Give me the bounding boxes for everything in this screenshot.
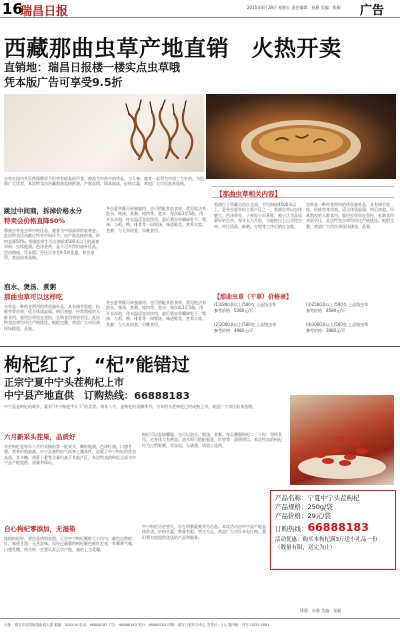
soup-illustration <box>206 94 396 179</box>
page-number: 16 <box>2 0 23 18</box>
price-table-title: 【那曲虫草（干草）价格表】 <box>214 294 293 301</box>
section-tag: 广告 <box>360 3 385 17</box>
goji-offer: 活动优惠：购买本枸杞满3斤送小礼品一份 <box>275 537 378 543</box>
cordyceps-photo <box>4 94 204 172</box>
price-item-4-value: 参考价格：3980元/斤 <box>306 328 346 333</box>
sidebar-text-right: 虫草是一种药食两用的珍贵滋补品，具有调节免疫、抗疲劳等功效，适合体质虚弱、病后初愈、经常熬夜的人群食用。服用虫草贵在坚持，长期食用效果更佳。此次特卖虫草均经过严格挑选，根根完整，欢迎广大市民到现场挑选、品鉴。 <box>306 202 394 229</box>
sidebar-header-text: 【那曲虫草相关内容】 <box>216 190 281 198</box>
footer-text: 社址：瑞安市安阳街道新城大道 邮编：325200 电话：66888183 广告：66888183 发行：66888183 印刷：瑞安日报印务中心 零售价：1元 国内统一刊号 CN33-0081 <box>4 623 270 627</box>
footer <box>0 618 400 632</box>
designer-credit: 排版：孙静 美编：张颖 <box>300 608 342 613</box>
headline-cordyceps: 西藏那曲虫草产地直销 火热开卖 <box>4 37 342 62</box>
goji-price: 产品价格：29元/袋 <box>275 512 331 520</box>
subhead-goji-hotline: 中宁县产地直供 订购热线：66888183 <box>4 391 190 402</box>
subhead-location: 直销地：瑞昌日报楼一楼实点虫草哦 <box>4 61 180 74</box>
feature2-intro: 中宁县是枸杞的故乡，素有“中宁枸杞甲天下”的美誉。每年八月，是枸杞的采摘季节，今年的头茬枸杞已经成熟上市，欢迎广大市民前来选购。 <box>4 404 257 409</box>
section-title-price: 跳过中间商，拆掉价格水分 <box>4 207 82 215</box>
sidebar-text-left: 那曲位于西藏自治区北部，平均海拔4500米以上，是冬虫夏草的主要产区之一。那曲虫草以虫体肥大、色泽黄亮、子座短小而著称，被公认为品质最好的虫草。每年五六月间，当地牧民上山采挖虫草，经过清洗、晾晒、分级等工序后销往各地。 <box>214 202 302 229</box>
section-subtitle-price: 特卖会价格直降50% <box>4 217 66 225</box>
feature1-column-1: 那曲虫草是虫草中的佳品，被誉为中国高原的软黄金。此次特卖活动跳过所有中间环节，由产地直接供货，价格直降50%。那曲虫草生长在海拔4500米以上的高寒草甸，虫体饱满，色泽金黄，是不可多得的滋补佳品。活动期间，凭本版广告还可享受9.5折优惠，机会难得，欢迎前来选购。 <box>4 228 100 261</box>
feature2-column-1: 头茬枸杞是每年六月份采摘的第一批果实，颗粒饱满，色泽红润，口感甘甜，营养价值最高。中宁县独特的气候和土壤条件，造就了中宁枸杞的优良品质，其多糖、胡萝卜素等含量均高于其他产区。本次特卖的枸杞全部为中宁县产地直供，质量有保证。 <box>4 444 136 465</box>
cordyceps-illustration <box>4 94 204 172</box>
goji-product-name: 产品名称：宁夏中宁头茬枸杞 <box>275 494 360 502</box>
issue-info: 2015年8月28日 星期五 责任编辑：孙静 美编：张颖 <box>247 5 341 10</box>
goji-hotline-row <box>275 521 391 536</box>
feature1-intro: 虫草在国内外医药保健界不但享有极高的声誉，被视为中药中的珍品，与人参、鹿茸一起列为中国三大补药。为回馈广大读者，本次特卖由西藏那曲直接供货，产地直销，保真保质，价格实惠，欢迎广大市民前来选购。 <box>4 176 204 186</box>
goji-illustration <box>290 395 394 485</box>
headline-goji: 枸杞红了，“杞”能错过 <box>4 355 190 376</box>
goji-info-card <box>270 490 396 570</box>
goji-hotline-label: 订购热线： <box>275 525 308 533</box>
masthead <box>0 0 400 18</box>
feature2-column-3: 选购枸杞时，要注意辨别真假。正宗中宁枸杞颗粒大小均匀，颜色自然暗红，味道甘甜，无苦涩味。而经过硫熏的枸杞颜色鲜红发亮，有刺鼻气味，口感发酸。购买时一定要认准正宗产地，谨防上当受骗。 <box>4 536 136 552</box>
sidebar-header <box>212 186 394 198</box>
price-item-3-value: 参考价格：4580元/斤 <box>306 308 346 313</box>
price-item-2-value: 参考价格：4980元/斤 <box>214 328 254 333</box>
goji-offer-note: （数量有限，送完为止） <box>275 545 336 551</box>
goji-photo <box>290 395 394 485</box>
feature1-column-3: 虫草是一种药食两用的珍贵滋补品，具有调节免疫、抗疲劳等功效，适合体质虚弱、病后初愈、经常熬夜的人群食用。服用虫草贵在坚持，长期食用效果更佳。此次特卖虫草均经过严格挑选，根根完整，欢迎广大市民到现场挑选、品鉴。 <box>4 304 100 331</box>
section-title-goji-quality: 六月新采头茬果，品质好 <box>4 433 76 441</box>
price-item-1: (1)1800条以上/500克 上品级虫草 <box>214 302 277 307</box>
section-subtitle-usage: 那曲虫草可以这样吃 <box>4 293 63 301</box>
feature2-column-4: 中宁枸杞历史悠久，早在明朝就被列为贡品。本次活动由中宁县产地直接供货，价格实惠，数量有限，售完为止。欢迎广大市民来电订购，我们将为您提供优质的产品和服务。 <box>142 524 266 540</box>
cordyceps-soup-photo <box>206 94 396 179</box>
goji-spec: 产品规格：250g/袋 <box>275 503 333 511</box>
section-divider <box>0 346 400 347</box>
feature1-column-2: 冬虫夏草既可单独服用，也可搭配其他食材，常见吃法有泡水、煲汤、煮粥、炖肉等。泡水：每次取3至5根，用开水冲泡，待水温适宜时饮用，最后将虫草嚼碎吃下。煲汤：与鸡、鸭、排骨等一同煲汤，味道鲜美，营养丰富。煮粥：与大米同煮，早晚食用。 <box>106 206 206 233</box>
newspaper-name: 瑞昌日报 <box>20 4 69 18</box>
price-item-2: (2)2000条以上/500克 上品级虫草 <box>214 322 277 327</box>
subhead-discount: 凭本版广告可享受9.5折 <box>4 76 123 89</box>
price-item-4: (4)3000条以上/500克 上品级虫草 <box>306 322 369 327</box>
subhead-goji-origin: 正宗宁夏中宁头茬枸杞上市 <box>4 378 124 389</box>
price-item-3: (3)2500条以上/500克 上品级虫草 <box>306 302 369 307</box>
section-title-goji-pure: 自心枸杞零添加，无湿染 <box>4 525 76 533</box>
feature2-column-2: 枸杞可以直接嚼服，也可以泡水、煲汤、煮粥。每天嚼服枸杞二三十粒，坚持食用，对身体大有裨益。泡水时可搭配菊花、红枣等，清热明目。本次特卖的枸杞均为自然晾晒，零添加，无硫熏，请放心选购。 <box>142 432 282 448</box>
price-item-1-value: 参考价格：5380元/斤 <box>214 308 254 313</box>
section-title-usage: 泡水、煲汤、煮粥 <box>4 283 56 291</box>
goji-hotline: 66888183 <box>307 521 369 534</box>
feature1-column-4: 冬虫夏草既可单独服用，也可搭配其他食材，常见吃法有泡水、煲汤、煮粥、炖肉等。泡水：每次取3至5根，用开水冲泡，待水温适宜时饮用，最后将虫草嚼碎吃下。煲汤：与鸡、鸭、排骨等一同煲汤，味道鲜美，营养丰富。煮粥：与大米同煮，早晚食用。 <box>106 300 206 327</box>
